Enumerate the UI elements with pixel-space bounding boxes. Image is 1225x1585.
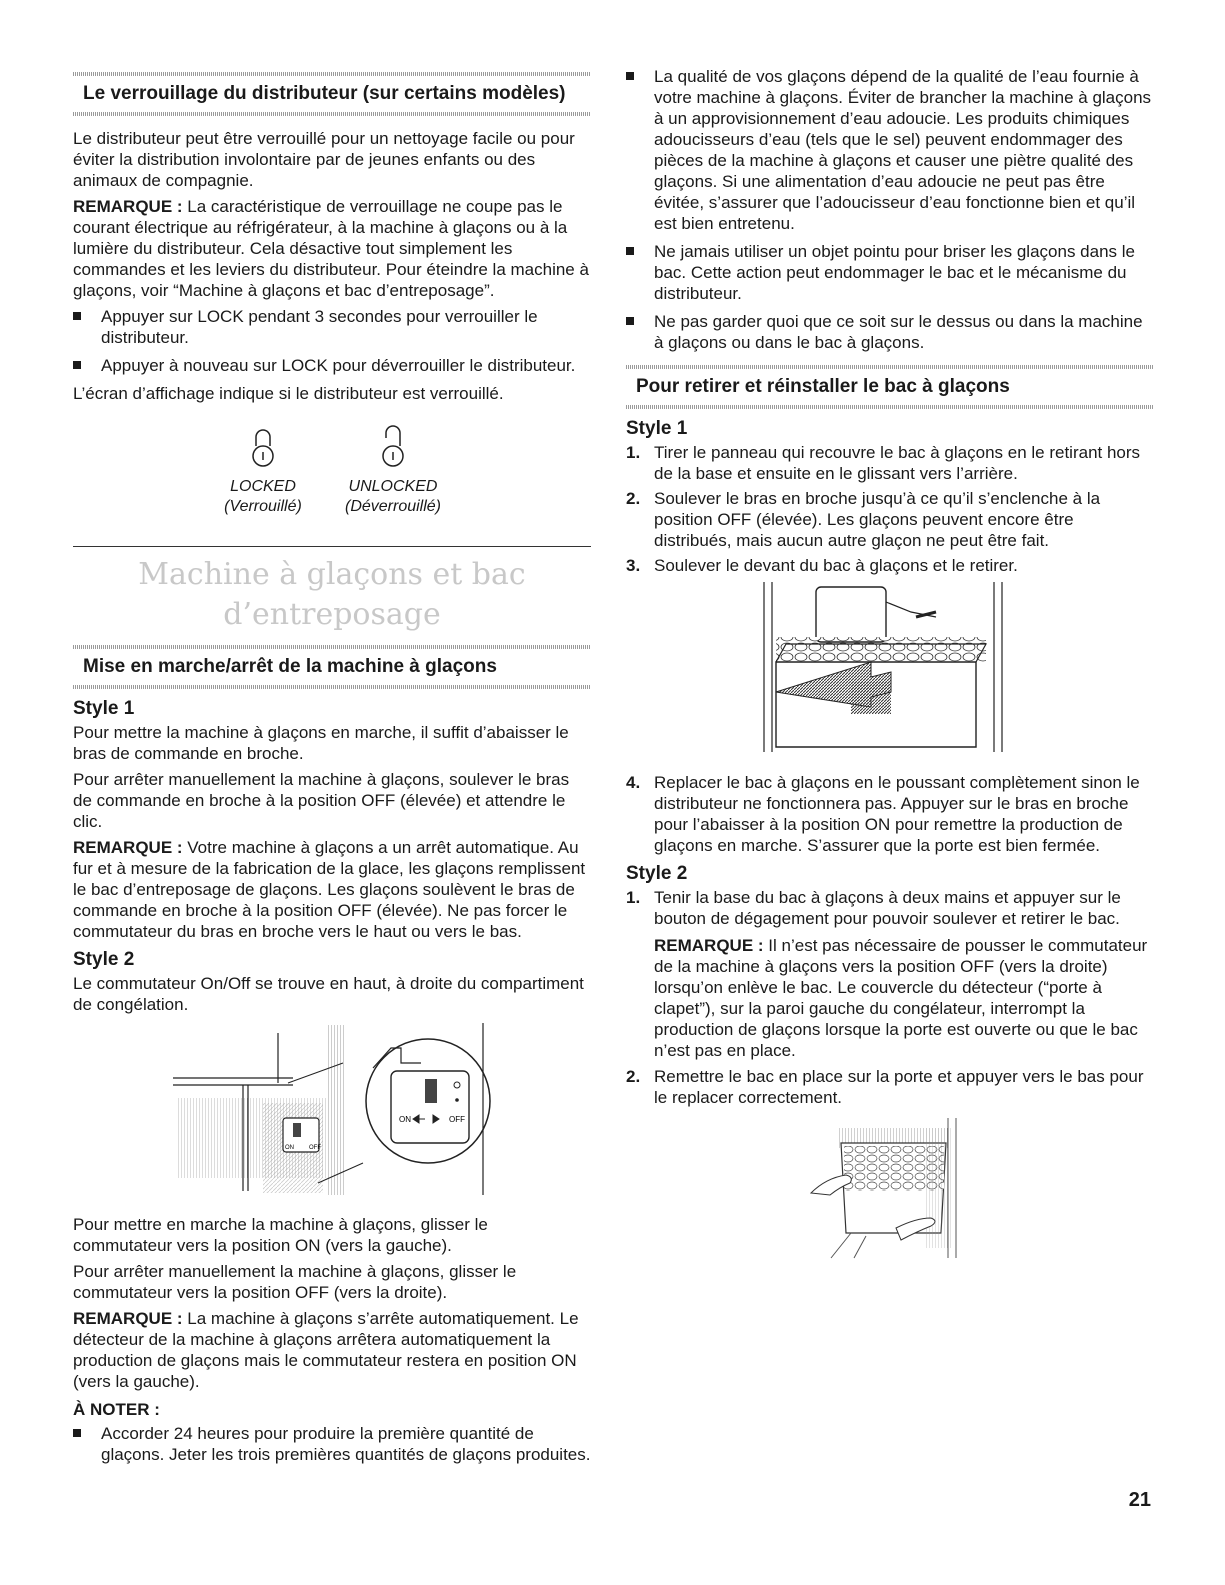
- section-rule: [73, 685, 591, 689]
- section-rule: [73, 645, 591, 649]
- list-item: Ne jamais utiliser un objet pointu pour briser les glaçons dans le bac. Cette action peut endommager le bac et le mécanisme du distributeur.: [626, 241, 1153, 304]
- locked-item: [193, 424, 333, 517]
- switch-on-label: ON: [399, 1115, 411, 1124]
- lock-bullets: [73, 306, 591, 376]
- list-item: Ne pas garder quoi que ce soit sur le dessus ou dans la machine à glaçons ou dans le bac à glaçons.: [626, 311, 1153, 353]
- chapter-rule: [73, 546, 591, 547]
- ice-bin-figure: [626, 582, 1153, 762]
- small-switch-on-label: ON: [285, 1145, 294, 1151]
- bin-section-title: Pour retirer et réinstaller le bac à glaçons: [636, 376, 1010, 397]
- lock-note: REMARQUE : La caractéristique de verrouillage ne coupe pas le courant électrique au réfrigérateur, à la machine à glaçons ou à la lumière du distributeur. Cela désactive tout simplement les commandes et les leviers du distributeur. Pour éteindre la machine à glaçons, voir “Machine à glaçons et bac d’entreposage”.: [73, 197, 589, 300]
- list-item: 1. Tirer le panneau qui recouvre le bac à glaçons en le retirant hors de la base et ensuite en le glissant vers l’arrière.: [626, 443, 1141, 483]
- unlocked-padlock-icon: [378, 424, 408, 472]
- bin-style2-note: REMARQUE : Il n’est pas nécessaire de pousser le commutateur de la machine à glaçons vers la position OFF (vers la droite) lorsqu’on enlève le bac. Le couvercle du détecteur (“porte à clapet”), sur la paroi gauche du congélateur, interrompt la production de glaçons lorsque la porte est ouverte ou que le bac n’est pas en place.: [654, 936, 1148, 1060]
- style1-heading: Style 1: [73, 698, 135, 719]
- anoter-bullets: [73, 1423, 591, 1465]
- locked-sublabel: (Verrouillé): [224, 498, 302, 515]
- lock-icons: [73, 418, 591, 538]
- section-rule: [73, 112, 591, 116]
- list-item: La qualité de vos glaçons dépend de la qualité de l’eau fournie à votre machine à glaçons. Éviter de brancher la machine à glaçons à un approvisionnement d’eau adoucie. Les produits chimiques adoucisseurs d’eau (tels que le sel) peuvent endommager des pièces de la machine à glaçons et causer une piètre qualité des glaçons. Si une alimentation d’eau adoucie ne peut pas être évitée, s’assurer que l’adoucisseur d’eau fonctionne bien et qu’il est bien entretenu.: [626, 66, 1153, 234]
- on-off-switch-figure: [73, 1023, 591, 1208]
- section-rule: [626, 365, 1153, 369]
- style2-heading: Style 2: [73, 949, 135, 970]
- section-rule: [626, 405, 1153, 409]
- unlocked-label: UNLOCKED: [348, 478, 438, 495]
- lock-intro: Le distributeur peut être verrouillé pour un nettoyage facile ou pour éviter la distribution involontaire par de jeunes enfants ou des animaux de compagnie.: [73, 129, 575, 190]
- bin-removal-illustration: [626, 582, 1153, 762]
- locked-label: LOCKED: [230, 478, 296, 495]
- style1-note: REMARQUE : Votre machine à glaçons a un arrêt automatique. Au fur et à mesure de la fabrication de la glace, les glaçons remplissent le bac d’entreposage de glaçons. Les glaçons soulèvent le bras de commande en broche à la position OFF (élevée). Ne pas forcer le commutateur du bras en broche vers le haut ou vers le bas.: [73, 838, 586, 941]
- ice-bin-hands-figure: [626, 1118, 1153, 1268]
- style1-para-1: Pour mettre la machine à glaçons en marche, il suffit d’abaisser le bras de commande en broche.: [73, 723, 569, 763]
- list-item: Appuyer à nouveau sur LOCK pour déverrouiller le distributeur.: [73, 355, 591, 376]
- list-item: 2. Remettre le bac en place sur la porte et appuyer vers le bas pour le replacer correctement.: [626, 1067, 1144, 1107]
- chapter-title: Machine à glaçons et bac d’entreposage: [138, 557, 526, 632]
- locked-padlock-icon: [248, 424, 278, 472]
- bin-style2-heading: Style 2: [626, 863, 688, 884]
- bin-style1-steps: [626, 442, 1153, 576]
- lock-display-text: L’écran d’affichage indique si le distributeur est verrouillé.: [73, 384, 504, 403]
- style2-note: REMARQUE : La machine à glaçons s’arrête automatiquement. Le détecteur de la machine à glaçons arrêtera automatiquement la production de glaçons mais le commutateur restera en position ON (vers la gauche).: [73, 1309, 579, 1391]
- list-item: 2. Soulever le bras en broche jusqu’à ce qu’il s’enclenche à la position OFF (élevée). Les glaçons peuvent encore être distribués, mais aucun autre glaçon ne peut être fait.: [626, 489, 1101, 550]
- list-item: 4. Replacer le bac à glaçons en le poussant complètement sinon le distributeur ne fonctionnera pas. Appuyer sur le bras en broche pour l’abaisser à la position ON pour remettre la production de glaçons en marche. S’assurer que la porte est bien fermée.: [626, 773, 1140, 855]
- unlocked-sublabel: (Déverrouillé): [344, 498, 442, 515]
- switch-illustration: [73, 1023, 591, 1208]
- bin-style1-step4: [626, 772, 1153, 856]
- ice-quality-bullets: [626, 66, 1153, 353]
- bin-style2-steps: [626, 887, 1153, 1108]
- style2-para-3: Pour arrêter manuellement la machine à glaçons, glisser le commutateur vers la position OFF (vers la droite).: [73, 1262, 517, 1302]
- right-column: [626, 0, 1153, 1268]
- anoter-heading: À NOTER :: [73, 1400, 160, 1419]
- list-item: Appuyer sur LOCK pendant 3 secondes pour verrouiller le distributeur.: [73, 306, 591, 348]
- style2-para-1: Le commutateur On/Off se trouve en haut, à droite du compartiment de congélation.: [73, 974, 584, 1014]
- list-item: 1. Tenir la base du bac à glaçons à deux mains et appuyer sur le bouton de dégagement pour pouvoir soulever et retirer le bac. REMARQUE : Il n’est pas nécessaire de pousser le commutateur de la machine à glaçons vers la position OFF (vers la droite) lorsqu’on enlève le bac. Le couvercle du détecteur (“porte à clapet”), sur la paroi gauche du congélateur, interrompt la production de glaçons lorsque la porte est ouverte ou que le bac n’est pas en place.: [626, 887, 1153, 1061]
- bin-style1-heading: Style 1: [626, 418, 688, 439]
- small-switch-off-label: OFF: [309, 1145, 321, 1151]
- switch-off-label: OFF: [449, 1115, 465, 1124]
- lock-section-title: Le verrouillage du distributeur (sur certains modèles): [83, 83, 566, 104]
- unlocked-item: [323, 424, 463, 517]
- style1-para-2: Pour arrêter manuellement la machine à glaçons, soulever le bras de commande en broche à la position OFF (élevée) et attendre le clic.: [73, 770, 570, 831]
- list-item: Accorder 24 heures pour produire la première quantité de glaçons. Jeter les trois premières quantités de glaçons produites.: [73, 1423, 591, 1465]
- bin-replace-illustration: [626, 1118, 1153, 1268]
- section-rule: [73, 72, 591, 76]
- page-number: 21: [1128, 1489, 1151, 1511]
- style2-para-2: Pour mettre en marche la machine à glaçons, glisser le commutateur vers la position ON (vers la gauche).: [73, 1215, 488, 1255]
- onoff-section-title: Mise en marche/arrêt de la machine à glaçons: [83, 656, 497, 677]
- list-item: 3. Soulever le devant du bac à glaçons et le retirer.: [626, 556, 1018, 575]
- left-column: [73, 0, 591, 1472]
